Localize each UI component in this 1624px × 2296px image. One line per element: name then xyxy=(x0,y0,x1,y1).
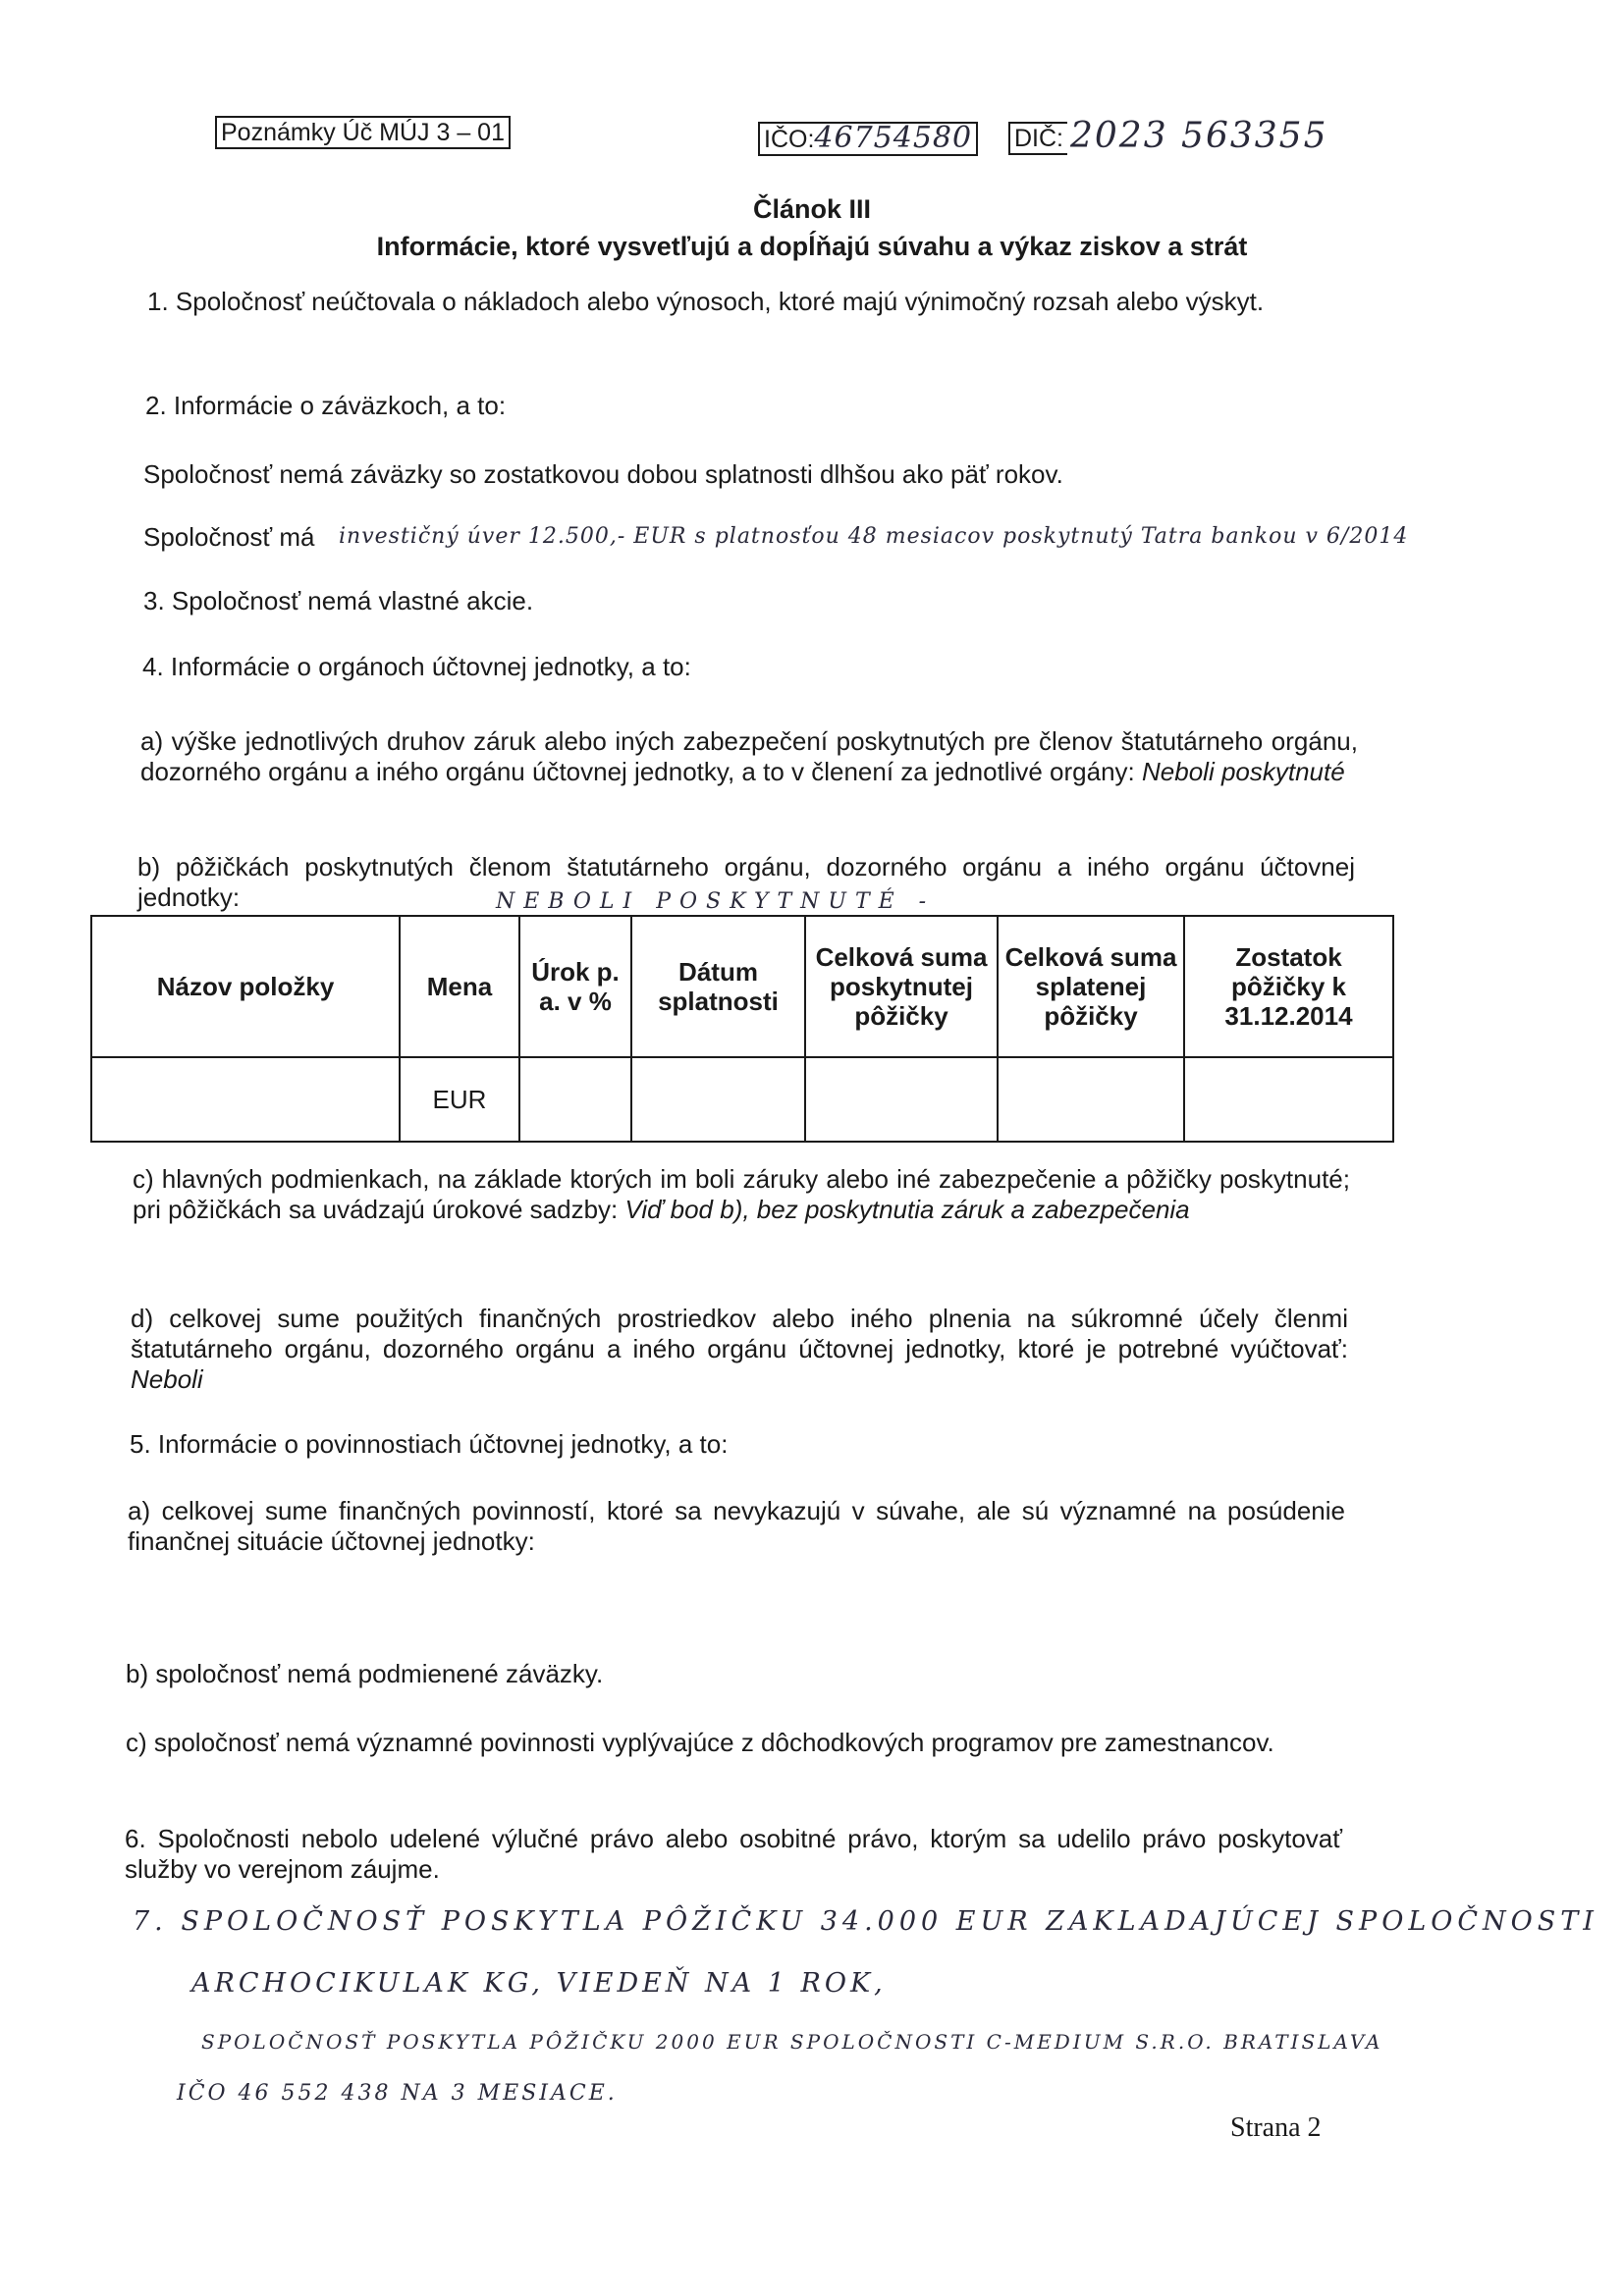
section-4-heading: 4. Informácie o orgánoch účtovnej jednotky, a to: xyxy=(142,652,691,681)
header-item-name: Názov položky xyxy=(91,916,400,1057)
cell-interest xyxy=(519,1057,631,1142)
header-balance: Zostatok pôžičky k 31.12.2014 xyxy=(1184,916,1393,1057)
section-4d-text: d) celkovej sume použitých finančných prostriedkov alebo iného plnenia na súkromné účely členmi štatutárneho orgánu, dozorného orgánu a iného orgánu účtovnej jednotky, ktoré je potrebné vyúčtovať: xyxy=(131,1304,1348,1363)
section-7-line4: IČO 46 552 438 NA 3 MESIACE. xyxy=(177,2081,618,2106)
ico-box xyxy=(758,122,978,156)
cell-total-repaid xyxy=(998,1057,1184,1142)
table-row xyxy=(91,1057,1393,1142)
cell-balance xyxy=(1184,1057,1393,1142)
section-5-heading: 5. Informácie o povinnostiach účtovnej jednotky, a to: xyxy=(130,1429,729,1459)
section-7-line2: ARCHOCIKULAK KG, VIEDEŇ NA 1 ROK, xyxy=(191,1968,887,1999)
dic-box xyxy=(1008,122,1067,155)
form-label-box xyxy=(215,116,511,149)
dic-label: DIČ: xyxy=(1014,125,1063,152)
header-currency: Mena xyxy=(400,916,519,1057)
section-3-text: 3. Spoločnosť nemá vlastné akcie. xyxy=(143,586,534,615)
table-header-row xyxy=(91,916,1393,1057)
section-2-line2-prefix: Spoločnosť má xyxy=(143,522,315,552)
section-5b-text: b) spoločnosť nemá podmienené záväzky. xyxy=(126,1659,604,1688)
section-5c-text: c) spoločnosť nemá významné povinnosti vyplývajúce z dôchodkových programov pre zamestnancov. xyxy=(126,1728,1274,1757)
cell-currency: EUR xyxy=(400,1057,519,1142)
ico-value: 46754580 xyxy=(814,121,973,155)
cell-due-date xyxy=(631,1057,805,1142)
header-due-date: Dátum splatnosti xyxy=(631,916,805,1057)
article-number: Článok III xyxy=(752,194,872,224)
header-total-repaid: Celková suma splatenej pôžičky xyxy=(998,916,1184,1057)
form-label: Poznámky Úč MÚJ 3 – 01 xyxy=(221,119,505,146)
section-5a-text: a) celkovej sume finančných povinností, ktoré sa nevykazujú v súvahe, ale sú významné na posúdenie finančnej situácie účtovnej jednotky: xyxy=(128,1496,1345,1556)
ico-label: IČO: xyxy=(764,126,815,153)
dic-value: 2023 563355 xyxy=(1070,116,1328,156)
header-total-provided: Celková suma poskytnutej pôžičky xyxy=(805,916,998,1057)
section-4b-text: b) pôžičkách poskytnutých členom štatutárneho orgánu, dozorného orgánu a iného orgánu účtovnej jednotky: xyxy=(137,852,1355,912)
article-title: Informácie, ktoré vysvetľujú a dopĺňajú súvahu a výkaz ziskov a strát xyxy=(376,232,1248,261)
section-2-line1: Spoločnosť nemá záväzky so zostatkovou dobou splatnosti dlhšou ako päť rokov. xyxy=(143,459,1063,489)
section-4d-answer: Neboli xyxy=(131,1364,203,1394)
section-4c-answer: Viď bod b), bez poskytnutia záruk a zabezpečenia xyxy=(624,1195,1190,1224)
section-4a-answer: Neboli poskytnuté xyxy=(1142,757,1345,786)
section-1-text: 1. Spoločnosť neúčtovala o nákladoch alebo výnosoch, ktoré majú výnimočný rozsah alebo výskyt. xyxy=(147,287,1265,316)
page-number: Strana 2 xyxy=(1230,2112,1322,2143)
section-4b-handwritten: NEBOLI POSKYTNUTÉ - xyxy=(496,889,936,914)
section-7-line3: SPOLOČNOSŤ POSKYTLA PÔŽIČKU 2000 EUR SPOLOČNOSTI C-MEDIUM S.R.O. BRATISLAVA xyxy=(201,2030,1383,2054)
section-6-text: 6. Spoločnosti nebolo udelené výlučné právo alebo osobitné právo, ktorým sa udelilo právo poskytovať služby vo verejnom záujme. xyxy=(125,1824,1342,1884)
section-2-handwritten: investičný úver 12.500,- EUR s platnosťou 48 mesiacov poskytnutý Tatra bankou v 6/2014 xyxy=(339,524,1409,549)
section-7-line1: 7. SPOLOČNOSŤ POSKYTLA PÔŽIČKU 34.000 EUR ZAKLADAJÚCEJ SPOLOČNOSTI xyxy=(133,1906,1598,1937)
cell-item-name xyxy=(91,1057,400,1142)
cell-total-provided xyxy=(805,1057,998,1142)
section-2-heading: 2. Informácie o záväzkoch, a to: xyxy=(145,391,507,420)
section-4a-text: a) výške jednotlivých druhov záruk alebo iných zabezpečení poskytnutých pre členov štatutárneho orgánu, dozorného orgánu a iného orgánu účtovnej jednotky, a to v členení za jednotlivé orgány: xyxy=(140,726,1358,786)
header-interest: Úrok p. a. v % xyxy=(519,916,631,1057)
section-4c-text: c) hlavných podmienkach, na základe ktorých im boli záruky alebo iné zabezpečenie a pôžičky poskytnuté; pri pôžičkách sa uvádzajú úrokové sadzby: xyxy=(133,1164,1350,1224)
loans-table xyxy=(90,915,1394,1143)
